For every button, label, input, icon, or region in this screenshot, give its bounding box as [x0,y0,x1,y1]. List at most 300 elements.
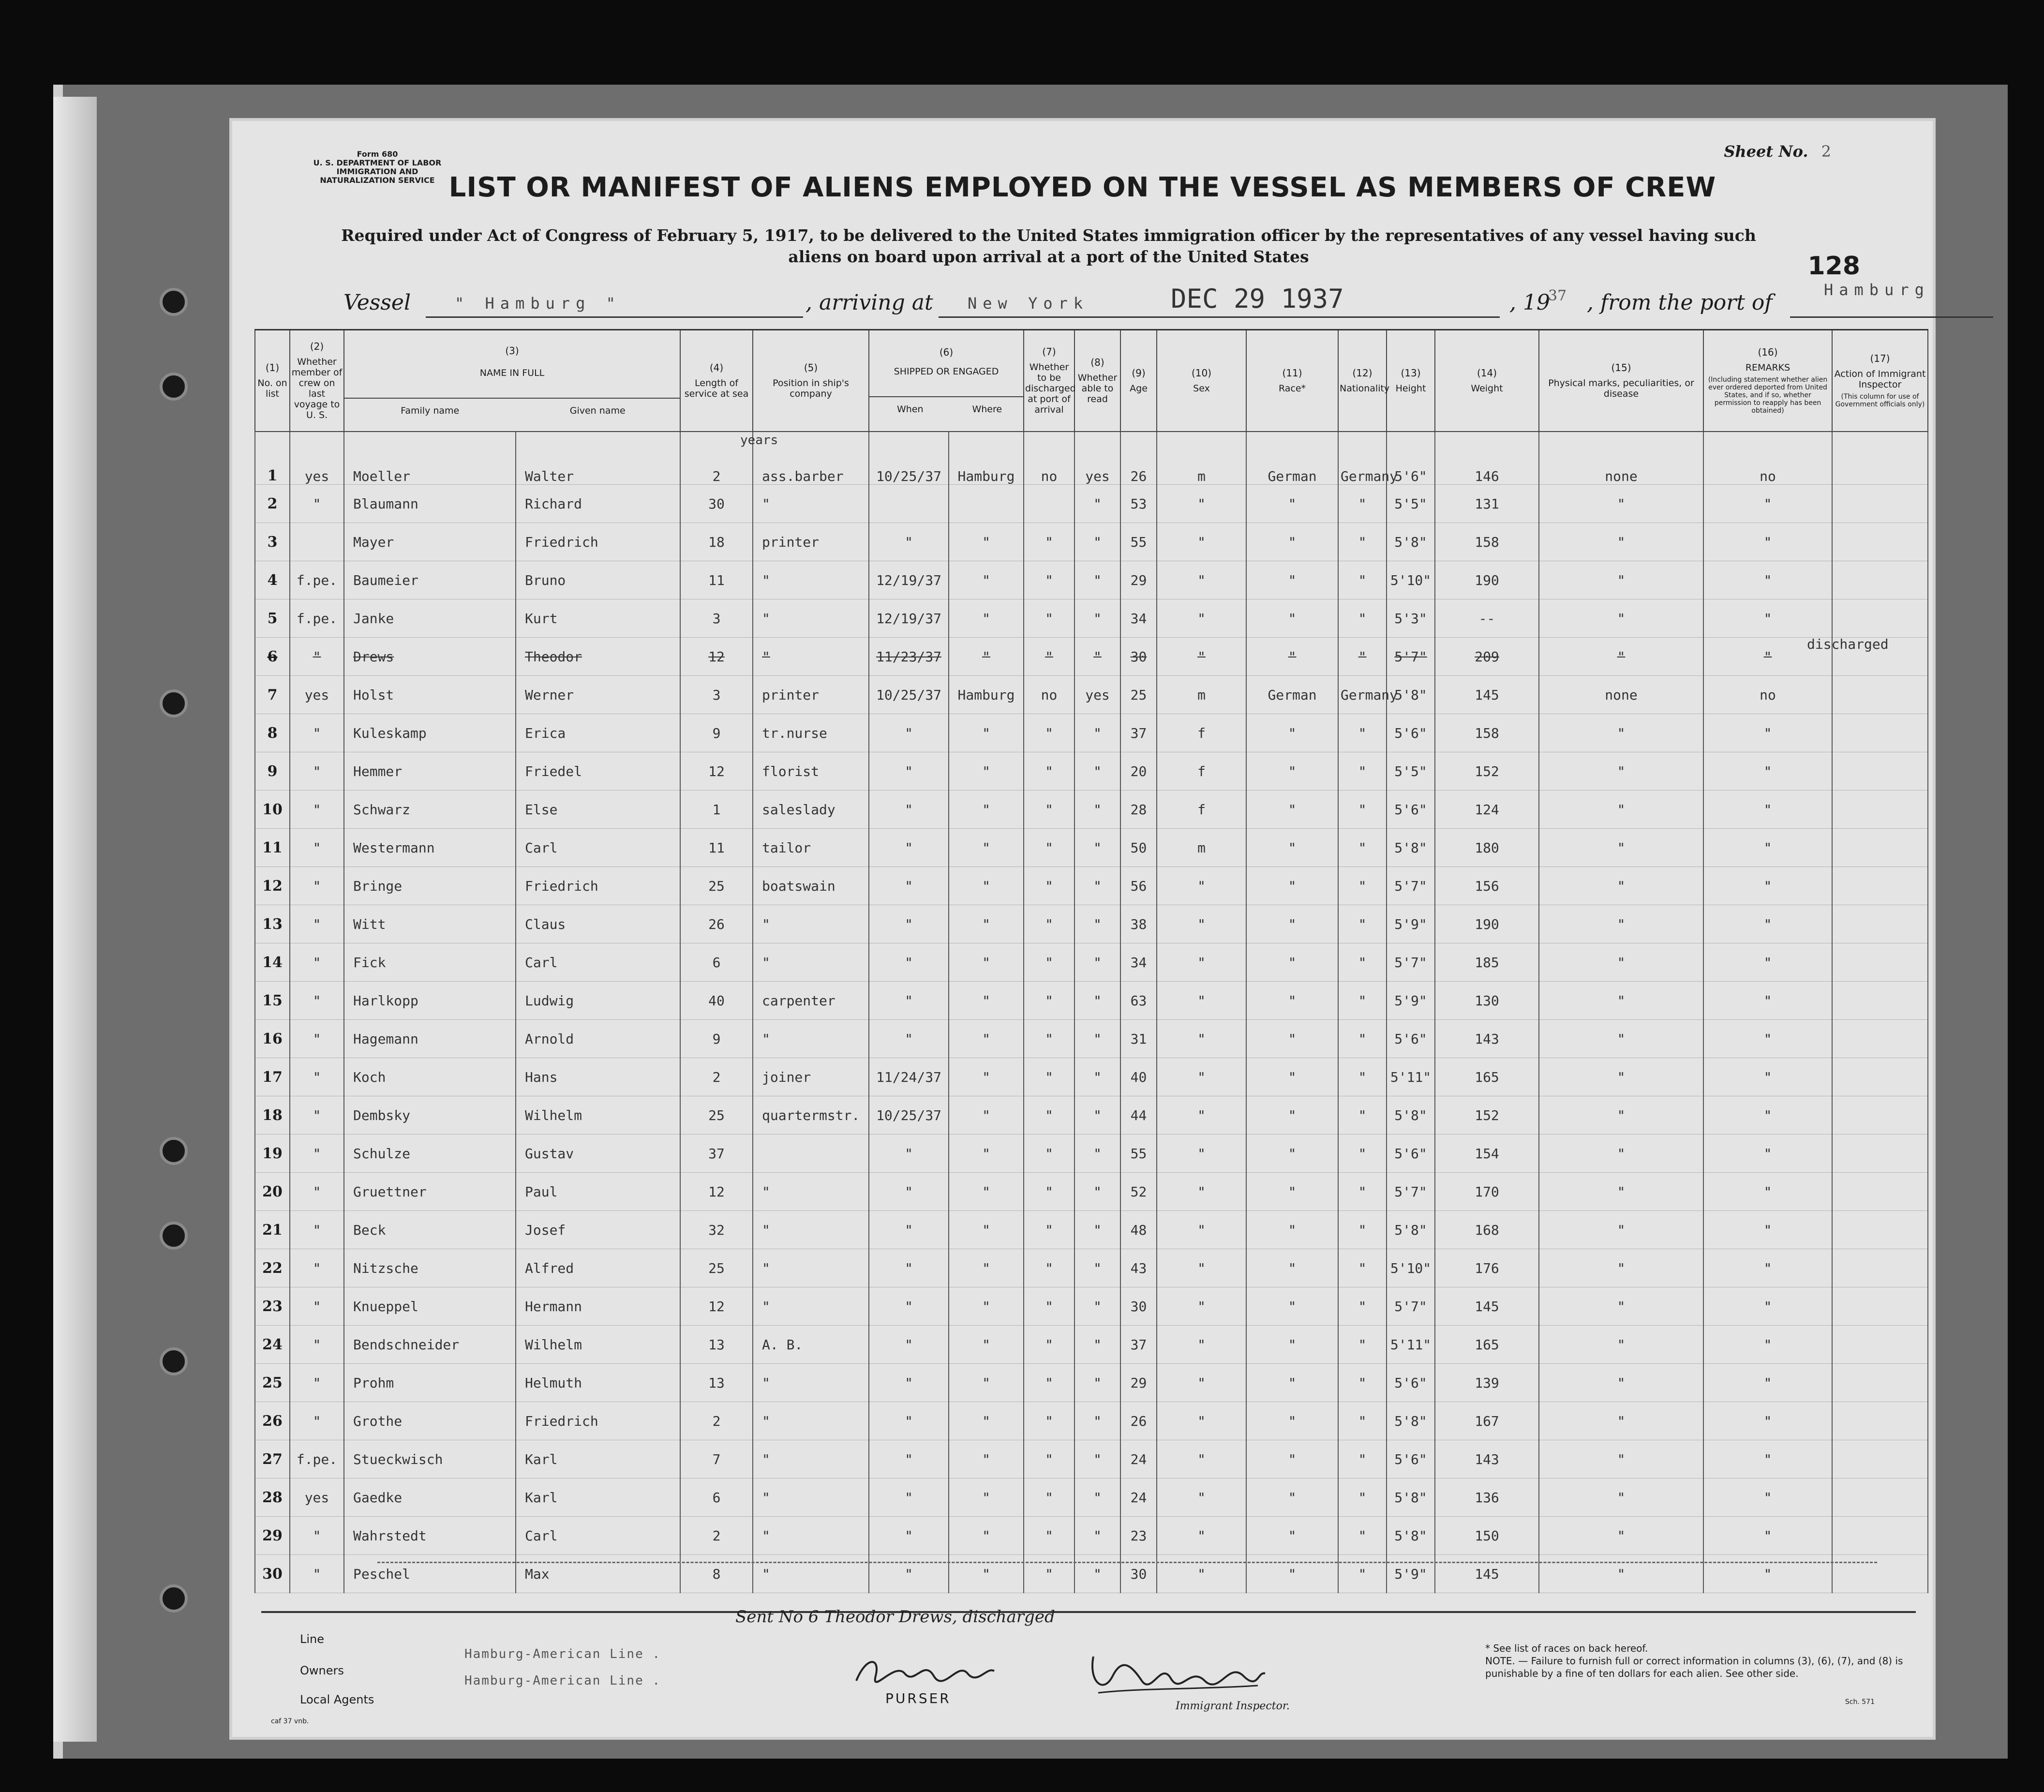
cell-position: printer [753,676,869,714]
cell-family-name: Stueckwisch [344,1440,516,1478]
table-row [255,432,1928,485]
cell-given-name: Richard [516,485,680,523]
cell-weight: 176 [1435,1249,1539,1287]
sheet-number-label: Sheet No. [1724,142,1808,161]
cell-race: " [1246,982,1338,1020]
cell-family-name: Bringe [344,867,516,905]
cell-discharged: " [1024,752,1074,791]
cell-family-name: Drews [344,638,516,676]
cell-service: 25 [680,1096,753,1135]
cell-when: " [869,1173,949,1211]
cell-age: 48 [1120,1211,1157,1249]
cell-service: 40 [680,982,753,1020]
cell-remarks: " [1703,1517,1832,1555]
cell-weight: 131 [1435,485,1539,523]
cell-family-name: Moeller [344,432,516,485]
cell-inspector-action [1832,943,1928,982]
cell-where: " [949,1287,1024,1326]
cell-race: " [1246,867,1338,905]
cell-family-name: Schulze [344,1135,516,1173]
cell-position: boatswain [753,867,869,905]
cell-when: " [869,1555,949,1593]
cell-sex: " [1157,1211,1246,1249]
cell-physical-marks: " [1539,905,1703,943]
cell-where [949,485,1024,523]
cell-sex: " [1157,599,1246,638]
cell-nationality: " [1338,943,1387,982]
cell-age: 24 [1120,1440,1157,1478]
cell-age: 25 [1120,676,1157,714]
cell-nationality: " [1338,1287,1387,1326]
cell-given-name: Friedrich [516,523,680,561]
cell-number: 5 [255,599,290,638]
col-header-race: (11) Race* [1246,330,1338,432]
col-header-shipped: (6) SHIPPED OR ENGAGED When Where [869,330,1024,432]
year-suffix: 37 [1548,287,1567,304]
table-row [255,599,1928,638]
table-row [255,867,1928,905]
cell-nationality: Germany [1338,432,1387,485]
cell-given-name: Carl [516,1517,680,1555]
vessel-label: Vessel [343,290,411,315]
cell-height: 5'5" [1387,485,1435,523]
cell-position: " [753,1364,869,1402]
cell-remarks: " [1703,485,1832,523]
cell-given-name: Walter [516,432,680,485]
cell-remarks: " [1703,982,1832,1020]
cell-discharged: " [1024,1249,1074,1287]
cell-weight: 156 [1435,867,1539,905]
cell-service: 30 [680,485,753,523]
cell-physical-marks: " [1539,485,1703,523]
cell-family-name: Hemmer [344,752,516,791]
cell-read: " [1074,1096,1120,1135]
cell-height: 5'9" [1387,1555,1435,1593]
cell-given-name: Paul [516,1173,680,1211]
cell-when: " [869,867,949,905]
cell-given-name: Gustav [516,1135,680,1173]
cell-given-name: Kurt [516,599,680,638]
cell-age: 37 [1120,1326,1157,1364]
cell-service: 13 [680,1326,753,1364]
cell-given-name: Theodor [516,638,680,676]
cell-physical-marks: " [1539,638,1703,676]
cell-previous-voyage: yes [290,676,344,714]
cell-weight: 143 [1435,1440,1539,1478]
cell-number: 2 [255,485,290,523]
cell-physical-marks: " [1539,1211,1703,1249]
cell-physical-marks: " [1539,829,1703,867]
page-subtitle: Required under Act of Congress of February 5, 1917, to be delivered to the United States immigration officer by the representatives of any vessel having such aliens on board upon arrival at a port of the United States [341,226,1756,266]
binder-hole [160,288,188,316]
cell-race: " [1246,1058,1338,1096]
cell-discharged: " [1024,1402,1074,1440]
cell-family-name: Nitzsche [344,1249,516,1287]
cell-service: 6 [680,943,753,982]
cell-physical-marks: none [1539,432,1703,485]
cell-remarks: " [1703,1058,1832,1096]
table-header-row [255,330,1928,432]
cell-service: 32 [680,1211,753,1249]
cell-previous-voyage [290,523,344,561]
cell-family-name: Grothe [344,1402,516,1440]
cell-discharged: " [1024,867,1074,905]
cell-weight: 152 [1435,752,1539,791]
cell-given-name: Werner [516,676,680,714]
cell-age: 30 [1120,1555,1157,1593]
cell-weight: 145 [1435,1555,1539,1593]
cell-where: " [949,1517,1024,1555]
cell-family-name: Gaedke [344,1478,516,1517]
cell-height: 5'6" [1387,432,1435,485]
cell-where: " [949,599,1024,638]
cell-nationality: " [1338,1478,1387,1517]
cell-height: 5'8" [1387,1211,1435,1249]
race-note: * See list of races on back hereof. [1485,1643,1648,1654]
cell-inspector-action [1832,1555,1928,1593]
cell-where: " [949,1555,1024,1593]
cell-height: 5'3" [1387,599,1435,638]
table-row [255,943,1928,982]
cell-when: " [869,943,949,982]
cell-sex: " [1157,1402,1246,1440]
cell-inspector-action [1832,1440,1928,1478]
cell-family-name: Mayer [344,523,516,561]
col-header-inspector-action: (17) Action of Immigrant Inspector (This column for use of Government officials only) [1832,330,1928,432]
table-row [255,905,1928,943]
cell-height: 5'8" [1387,1096,1435,1135]
cell-inspector-action [1832,1402,1928,1440]
cell-weight: 185 [1435,943,1539,982]
cell-inspector-action [1832,752,1928,791]
cell-position: " [753,638,869,676]
cell-given-name: Hans [516,1058,680,1096]
cell-previous-voyage: " [290,485,344,523]
cell-given-name: Carl [516,943,680,982]
table-row [255,485,1928,523]
cell-discharged: " [1024,1287,1074,1326]
col-header-sex: (10) Sex [1157,330,1246,432]
cell-inspector-action [1832,432,1928,485]
cell-when: 10/25/37 [869,676,949,714]
line-label: Line [300,1632,325,1646]
cell-where: " [949,1249,1024,1287]
cell-family-name: Janke [344,599,516,638]
cell-family-name: Beck [344,1211,516,1249]
cell-family-name: Peschel [344,1555,516,1593]
cell-discharged: no [1024,676,1074,714]
cell-race: " [1246,1517,1338,1555]
cell-family-name: Holst [344,676,516,714]
cell-height: 5'7" [1387,638,1435,676]
cell-remarks: " [1703,714,1832,752]
cell-where: " [949,1402,1024,1440]
cell-age: 20 [1120,752,1157,791]
cell-height: 5'9" [1387,905,1435,943]
cell-given-name: Wilhelm [516,1096,680,1135]
cell-family-name: Kuleskamp [344,714,516,752]
cell-discharged: " [1024,982,1074,1020]
cell-number: 4 [255,561,290,599]
cell-read: " [1074,943,1120,982]
cell-where: Hamburg [949,676,1024,714]
cell-race: " [1246,485,1338,523]
cell-previous-voyage: f.pe. [290,599,344,638]
cell-when: " [869,1478,949,1517]
cell-where: " [949,1326,1024,1364]
cell-race: " [1246,1478,1338,1517]
cell-when: " [869,1517,949,1555]
cell-discharged: " [1024,829,1074,867]
cell-inspector-action [1832,1211,1928,1249]
cell-remarks: " [1703,1096,1832,1135]
cell-inspector-action [1832,523,1928,561]
table-row [255,1517,1928,1555]
cell-age: 29 [1120,561,1157,599]
owners-label: Owners [300,1664,344,1677]
cell-nationality: Germany [1338,676,1387,714]
family-name-subheader: Family name [401,405,460,416]
cell-read: " [1074,1402,1120,1440]
cell-where: Hamburg [949,432,1024,485]
cell-discharged: " [1024,1326,1074,1364]
cell-family-name: Harlkopp [344,982,516,1020]
cell-physical-marks: " [1539,714,1703,752]
cell-service: 12 [680,638,753,676]
table-row [255,1020,1928,1058]
cell-given-name: Claus [516,905,680,943]
cell-service: 12 [680,1173,753,1211]
cell-age: 34 [1120,943,1157,982]
cell-weight: 170 [1435,1173,1539,1211]
cell-remarks: " [1703,752,1832,791]
cell-read: " [1074,599,1120,638]
cell-physical-marks: " [1539,867,1703,905]
cell-nationality: " [1338,1364,1387,1402]
cell-weight: 130 [1435,982,1539,1020]
cell-inspector-action [1832,867,1928,905]
table-row [255,1173,1928,1211]
cell-remarks: " [1703,1211,1832,1249]
cell-weight: 180 [1435,829,1539,867]
cell-remarks: " [1703,1402,1832,1440]
cell-service: 8 [680,1555,753,1593]
cell-weight: -- [1435,599,1539,638]
cell-sex: " [1157,523,1246,561]
cell-given-name: Arnold [516,1020,680,1058]
cell-inspector-action [1832,1326,1928,1364]
cell-race: " [1246,714,1338,752]
cell-discharged [1024,485,1074,523]
sheet-number-value: 2 [1821,142,1831,161]
cell-age: 50 [1120,829,1157,867]
cell-weight: 158 [1435,714,1539,752]
cell-physical-marks: " [1539,1478,1703,1517]
shipped-header-label: SHIPPED OR ENGAGED [894,366,999,377]
cell-family-name: Fick [344,943,516,982]
cell-nationality: " [1338,867,1387,905]
table-row [255,714,1928,752]
cell-given-name: Friedel [516,752,680,791]
cell-read: " [1074,982,1120,1020]
cell-height: 5'6" [1387,1135,1435,1173]
cell-physical-marks: " [1539,791,1703,829]
cell-sex: " [1157,1478,1246,1517]
table-row [255,1135,1928,1173]
cell-sex: " [1157,943,1246,982]
cell-height: 5'8" [1387,829,1435,867]
cell-number: 10 [255,791,290,829]
cell-remarks: no [1703,676,1832,714]
cell-discharged: " [1024,561,1074,599]
cell-age: 30 [1120,638,1157,676]
cell-discharged: " [1024,1020,1074,1058]
cell-where: " [949,1211,1024,1249]
cell-position: quartermstr. [753,1096,869,1135]
cell-position: " [753,1440,869,1478]
cell-sex: " [1157,485,1246,523]
table-row [255,752,1928,791]
binder-hole [160,373,188,401]
cell-inspector-action [1832,1058,1928,1096]
cell-sex: " [1157,905,1246,943]
cell-given-name: Hermann [516,1287,680,1326]
cell-where: " [949,1096,1024,1135]
table-row [255,561,1928,599]
cell-when: " [869,752,949,791]
cell-read: " [1074,791,1120,829]
cell-nationality: " [1338,791,1387,829]
cell-height: 5'11" [1387,1058,1435,1096]
cell-number: 26 [255,1402,290,1440]
cell-read: " [1074,1440,1120,1478]
cell-when: 11/23/37 [869,638,949,676]
cell-height: 5'11" [1387,1326,1435,1364]
cell-previous-voyage: " [290,638,344,676]
cell-read: " [1074,1135,1120,1173]
cell-position: " [753,1287,869,1326]
cell-where: " [949,982,1024,1020]
table-row [255,638,1928,676]
cell-weight: 209 [1435,638,1539,676]
cell-service: 9 [680,714,753,752]
cell-previous-voyage: " [290,791,344,829]
cell-position: " [753,1211,869,1249]
cell-remarks: " [1703,1555,1832,1593]
cell-when: 10/25/37 [869,1096,949,1135]
cell-height: 5'6" [1387,1020,1435,1058]
cell-height: 5'6" [1387,791,1435,829]
cell-read: " [1074,714,1120,752]
cell-service: 2 [680,432,753,485]
cell-previous-voyage: yes [290,432,344,485]
cell-previous-voyage: " [290,1326,344,1364]
cell-height: 5'7" [1387,1173,1435,1211]
cell-race: " [1246,638,1338,676]
inspector-signature [1084,1647,1268,1700]
arriving-underline [939,316,1500,318]
cell-read: " [1074,1517,1120,1555]
cell-number: 22 [255,1249,290,1287]
cell-family-name: Baumeier [344,561,516,599]
col-header-physical-marks: (15) Physical marks, peculiarities, or disease [1539,330,1703,432]
cell-discharged: " [1024,1058,1074,1096]
cell-previous-voyage: " [290,829,344,867]
cell-number: 30 [255,1555,290,1593]
cell-sex: " [1157,638,1246,676]
discharged-note: discharged [1807,636,1889,652]
cell-position: florist [753,752,869,791]
cell-previous-voyage: " [290,1020,344,1058]
cell-read: " [1074,1020,1120,1058]
cell-read: " [1074,1478,1120,1517]
cell-weight: 165 [1435,1326,1539,1364]
cell-physical-marks: " [1539,561,1703,599]
cell-height: 5'6" [1387,1364,1435,1402]
cell-position: tr.nurse [753,714,869,752]
cell-where: " [949,1173,1024,1211]
cell-inspector-action [1832,791,1928,829]
cell-discharged: " [1024,1364,1074,1402]
cell-when: 10/25/37 [869,432,949,485]
cell-physical-marks: " [1539,1440,1703,1478]
vessel-name: " Hamburg " [455,294,621,313]
cell-height: 5'5" [1387,752,1435,791]
cell-family-name: Wahrstedt [344,1517,516,1555]
cell-given-name: Max [516,1555,680,1593]
cell-weight: 139 [1435,1364,1539,1402]
col-header-read: (8) Whether able to read [1074,330,1120,432]
cell-position: " [753,1020,869,1058]
cell-number: 1 [255,432,290,485]
cell-when: " [869,1364,949,1402]
cell-where: " [949,638,1024,676]
cell-physical-marks: " [1539,1364,1703,1402]
end-of-list-rule [377,1562,1877,1563]
cell-sex: " [1157,1440,1246,1478]
cell-race: " [1246,523,1338,561]
cell-sex: m [1157,829,1246,867]
cell-physical-marks: " [1539,523,1703,561]
cell-read: " [1074,485,1120,523]
cell-read: " [1074,561,1120,599]
cell-physical-marks: " [1539,599,1703,638]
cell-height: 5'8" [1387,676,1435,714]
cell-service: 9 [680,1020,753,1058]
cell-family-name: Dembsky [344,1096,516,1135]
cell-read: " [1074,905,1120,943]
cell-position: carpenter [753,982,869,1020]
cell-sex: " [1157,1555,1246,1593]
cell-previous-voyage: f.pe. [290,1440,344,1478]
cell-position: printer [753,523,869,561]
cell-weight: 150 [1435,1517,1539,1555]
cell-previous-voyage: " [290,905,344,943]
cell-nationality: " [1338,714,1387,752]
cell-service: 18 [680,523,753,561]
cell-race: German [1246,432,1338,485]
cell-height: 5'8" [1387,1402,1435,1440]
cell-race: " [1246,1440,1338,1478]
cell-sex: f [1157,791,1246,829]
cell-weight: 143 [1435,1020,1539,1058]
cell-where: " [949,1478,1024,1517]
cell-physical-marks: " [1539,1287,1703,1326]
cell-discharged: " [1024,1096,1074,1135]
cell-remarks: " [1703,1173,1832,1211]
cell-nationality: " [1338,523,1387,561]
cell-sex: f [1157,714,1246,752]
